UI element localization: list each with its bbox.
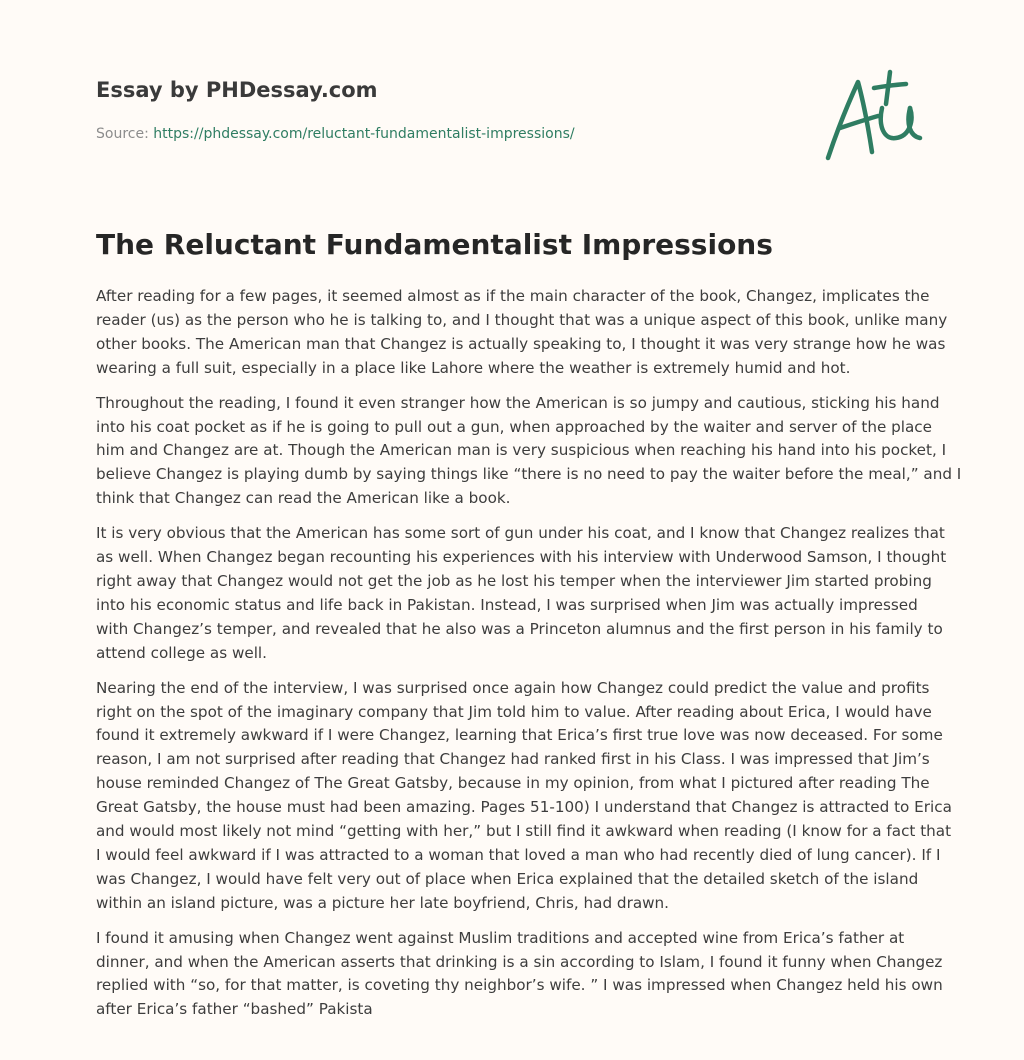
essay-body [96,285,962,1033]
paragraph [96,522,947,665]
text-line: house reminded Changez of The Great Gatsby, because in my opinion, from what I pictured after reading The [96,774,930,793]
text-line: I found it amusing when Changez went against Muslim traditions and accepted wine from Erica’s father at [96,928,905,947]
paragraph [96,392,962,512]
text-line: reason, I am not surprised after reading that Changez had ranked first in his Class. I was impressed that Jim’s [96,750,930,769]
source-line [96,124,575,144]
paragraph [96,927,943,1023]
text-line: with Changez’s temper, and revealed that he also was a Princeton alumnus and the first person in his family to [96,619,943,638]
text-line: after Erica’s father “bashed” Pakista [96,1000,373,1019]
text-line: believe Changez is playing dumb by saying things like “there is no need to pay the waiter before the meal,” and I [96,465,962,484]
text-line: as well. When Changez began recounting his experiences with his interview with Underwood Samson, I thought [96,548,947,567]
text-line: dinner, and when the American asserts that drinking is a sin according to Islam, I found it funny when Changez [96,952,943,971]
text-line: think that Changez can read the American like a book. [96,489,511,508]
text-line: attend college as well. [96,643,267,662]
text-line: other books. The American man that Changez is actually speaking to, I thought it was very strange how he was [96,334,946,353]
text-line: within an island picture, was a picture her late boyfriend, Chris, had drawn. [96,893,670,912]
text-line: him and Changez are at. Though the American man is very suspicious when reaching his hand into his pocket, I [96,441,947,460]
text-line: right on the spot of the imaginary company that Jim told him to value. After reading about Erica, I would have [96,702,932,721]
text-line: It is very obvious that the American has some sort of gun under his coat, and I know that Changez realizes that [96,524,945,543]
source-label: Source: [96,126,154,142]
text-line: and would most likely not mind “getting with her,” but I still find it awkward when reading (I know for a fact that [96,822,952,841]
source-link[interactable]: https://phdessay.com/reluctant-fundamentalist-impressions/ [153,126,575,142]
paragraph [96,285,948,381]
text-line: Throughout the reading, I found it even stranger how the American is so jumpy and cautious, sticking his hand [96,393,940,412]
text-line: found it extremely awkward if I were Changez, learning that Erica’s first true love was now deceased. For some [96,726,943,745]
text-line: into his economic status and life back in Pakistan. Instead, I was surprised when Jim was actually impressed [96,595,918,614]
page-title: The Reluctant Fundamentalist Impressions [96,228,773,261]
text-line: was Changez, I would have felt very out of place when Erica explained that the detailed sketch of the island [96,869,919,888]
text-line: right away that Changez would not get the job as he lost his temper when the interviewer Jim started probing [96,571,932,590]
text-line: Great Gatsby, the house must had been amazing. Pages 51-100) I understand that Changez is attracted to Erica [96,798,952,817]
text-line: replied with “so, for that matter, is coveting thy neighbor’s wife. ” I was impressed when Changez held his own [96,976,943,995]
text-line: After reading for a few pages, it seemed almost as if the main character of the book, Changez, implicates the [96,287,930,305]
text-line: I would feel awkward if I was attracted to a woman that loved a man who had recently died of lung cancer). If I [96,845,941,864]
a-plus-logo-icon [820,66,930,166]
site-title: Essay by PHDessay.com [96,78,378,102]
text-line: into his coat pocket as if he is going to pull out a gun, when approached by the waiter and server of the place [96,417,932,436]
text-line: Nearing the end of the interview, I was surprised once again how Changez could predict the value and profits [96,678,930,697]
paragraph [96,677,952,916]
text-line: wearing a full suit, especially in a place like Lahore where the weather is extremely humid and hot. [96,358,851,377]
text-line: reader (us) as the person who he is talking to, and I thought that was a unique aspect of this book, unlike many [96,310,948,329]
